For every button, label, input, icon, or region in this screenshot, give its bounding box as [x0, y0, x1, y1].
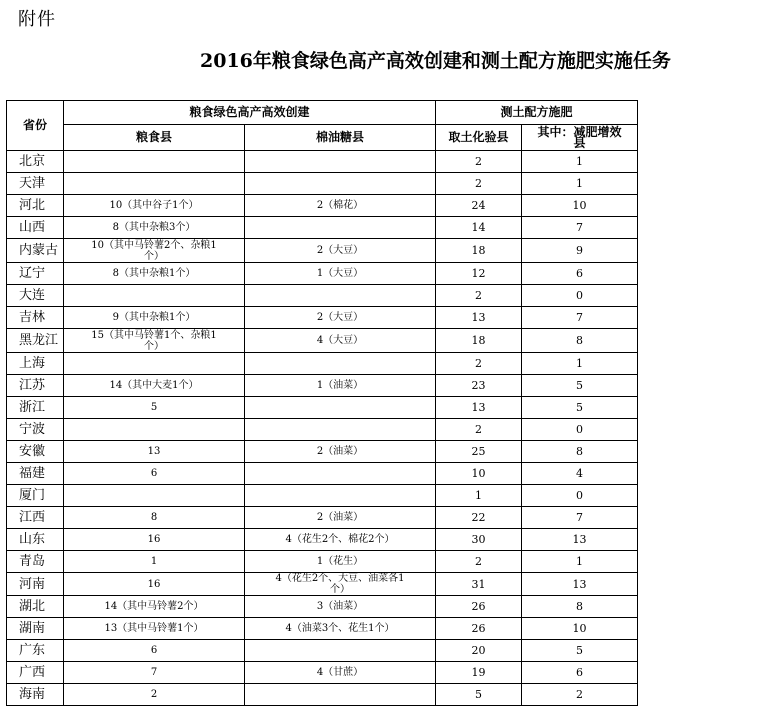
table-row: [7, 239, 638, 263]
province-cell: 安徽: [7, 441, 64, 463]
table-row: [7, 618, 638, 640]
grain-county-cell: 1: [64, 551, 245, 573]
grain-county-cell: 15（其中马铃薯1个、杂粮1个）: [64, 329, 245, 353]
soil-test-cell: 19: [436, 662, 522, 684]
grain-county-cell: [64, 173, 245, 195]
grain-county-cell: 6: [64, 463, 245, 485]
cotton-oil-sugar-cell: 1（花生）: [245, 551, 436, 573]
province-cell: 湖南: [7, 618, 64, 640]
cotton-oil-sugar-cell: [245, 353, 436, 375]
cotton-oil-sugar-cell: 1（油菜）: [245, 375, 436, 397]
province-cell: 广西: [7, 662, 64, 684]
grain-county-cell: 13（其中马铃薯1个）: [64, 618, 245, 640]
table-row: [7, 173, 638, 195]
province-cell: 浙江: [7, 397, 64, 419]
province-cell: 江苏: [7, 375, 64, 397]
province-cell: 海南: [7, 684, 64, 706]
header-soil-test-county: 取土化验县: [436, 125, 522, 151]
grain-county-cell: 14（其中马铃薯2个）: [64, 596, 245, 618]
fertilizer-reduction-cell: 9: [522, 239, 638, 263]
document-title: 2016年粮食绿色高产高效创建和测土配方施肥实施任务: [200, 50, 671, 72]
soil-test-cell: 12: [436, 263, 522, 285]
cotton-oil-sugar-cell: 2（油菜）: [245, 441, 436, 463]
cotton-oil-sugar-cell: 2（棉花）: [245, 195, 436, 217]
grain-county-cell: 5: [64, 397, 245, 419]
table-row: [7, 307, 638, 329]
table-body: [7, 151, 638, 706]
grain-county-cell: 16: [64, 573, 245, 596]
cotton-oil-sugar-cell: [245, 397, 436, 419]
table-row: [7, 217, 638, 239]
soil-test-cell: 2: [436, 419, 522, 441]
soil-test-cell: 2: [436, 151, 522, 173]
grain-county-cell: 14（其中大麦1个）: [64, 375, 245, 397]
grain-county-cell: 10（其中谷子1个）: [64, 195, 245, 217]
table-row: [7, 419, 638, 441]
table-row: [7, 573, 638, 596]
table-row: [7, 551, 638, 573]
soil-test-cell: 2: [436, 551, 522, 573]
province-cell: 广东: [7, 640, 64, 662]
table-row: [7, 640, 638, 662]
fertilizer-reduction-cell: 5: [522, 397, 638, 419]
cotton-oil-sugar-cell: [245, 485, 436, 507]
soil-test-cell: 13: [436, 397, 522, 419]
soil-test-cell: 18: [436, 239, 522, 263]
province-cell: 青岛: [7, 551, 64, 573]
table-row: [7, 485, 638, 507]
soil-test-cell: 18: [436, 329, 522, 353]
grain-county-cell: 8: [64, 507, 245, 529]
cotton-oil-sugar-cell: [245, 419, 436, 441]
task-table: [6, 100, 638, 706]
province-cell: 宁波: [7, 419, 64, 441]
table-row: [7, 596, 638, 618]
soil-test-cell: 24: [436, 195, 522, 217]
grain-county-cell: 13: [64, 441, 245, 463]
province-cell: 辽宁: [7, 263, 64, 285]
table-row: [7, 529, 638, 551]
cotton-oil-sugar-cell: 4（甘蔗）: [245, 662, 436, 684]
fertilizer-reduction-cell: 1: [522, 151, 638, 173]
cotton-oil-sugar-cell: 4（花生2个、棉花2个）: [245, 529, 436, 551]
soil-test-cell: 26: [436, 618, 522, 640]
cotton-oil-sugar-cell: [245, 285, 436, 307]
province-cell: 大连: [7, 285, 64, 307]
soil-test-cell: 25: [436, 441, 522, 463]
cotton-oil-sugar-cell: 1（大豆）: [245, 263, 436, 285]
table-row: [7, 662, 638, 684]
cotton-oil-sugar-cell: [245, 173, 436, 195]
fertilizer-reduction-cell: 10: [522, 618, 638, 640]
soil-test-cell: 5: [436, 684, 522, 706]
soil-test-cell: 23: [436, 375, 522, 397]
province-cell: 北京: [7, 151, 64, 173]
fertilizer-reduction-cell: 7: [522, 507, 638, 529]
header-fertilizer-reduction-county: 其中：减肥增效县: [522, 125, 638, 151]
table-row: [7, 375, 638, 397]
soil-test-cell: 10: [436, 463, 522, 485]
soil-test-cell: 22: [436, 507, 522, 529]
cotton-oil-sugar-cell: [245, 151, 436, 173]
soil-test-cell: 1: [436, 485, 522, 507]
fertilizer-reduction-cell: 0: [522, 285, 638, 307]
soil-test-cell: 30: [436, 529, 522, 551]
soil-test-cell: 2: [436, 173, 522, 195]
header-cotton-oil-sugar-county: 棉油糖县: [245, 125, 436, 151]
table-row: [7, 397, 638, 419]
fertilizer-reduction-cell: 5: [522, 640, 638, 662]
header-green-high-yield: 粮食绿色高产高效创建: [64, 101, 436, 125]
cotton-oil-sugar-cell: 4（大豆）: [245, 329, 436, 353]
province-cell: 山东: [7, 529, 64, 551]
header-grain-county: 粮食县: [64, 125, 245, 151]
fertilizer-reduction-cell: 8: [522, 441, 638, 463]
fertilizer-reduction-cell: 8: [522, 329, 638, 353]
header-soil-testing: 测土配方施肥: [436, 101, 638, 125]
soil-test-cell: 2: [436, 353, 522, 375]
fertilizer-reduction-cell: 4: [522, 463, 638, 485]
province-cell: 内蒙古: [7, 239, 64, 263]
fertilizer-reduction-cell: 7: [522, 217, 638, 239]
cotton-oil-sugar-cell: 4（花生2个、大豆、油菜各1个）: [245, 573, 436, 596]
grain-county-cell: 2: [64, 684, 245, 706]
fertilizer-reduction-cell: 1: [522, 173, 638, 195]
province-cell: 厦门: [7, 485, 64, 507]
soil-test-cell: 14: [436, 217, 522, 239]
cotton-oil-sugar-cell: 4（油菜3个、花生1个）: [245, 618, 436, 640]
cotton-oil-sugar-cell: 2（大豆）: [245, 239, 436, 263]
grain-county-cell: [64, 419, 245, 441]
table-row: [7, 195, 638, 217]
fertilizer-reduction-cell: 10: [522, 195, 638, 217]
grain-county-cell: [64, 285, 245, 307]
grain-county-cell: 8（其中杂粮1个）: [64, 263, 245, 285]
province-cell: 河北: [7, 195, 64, 217]
fertilizer-reduction-cell: 13: [522, 529, 638, 551]
fertilizer-reduction-cell: 2: [522, 684, 638, 706]
fertilizer-reduction-cell: 0: [522, 419, 638, 441]
soil-test-cell: 20: [436, 640, 522, 662]
cotton-oil-sugar-cell: 3（油菜）: [245, 596, 436, 618]
grain-county-cell: 16: [64, 529, 245, 551]
grain-county-cell: 6: [64, 640, 245, 662]
grain-county-cell: [64, 353, 245, 375]
fertilizer-reduction-cell: 1: [522, 551, 638, 573]
province-cell: 山西: [7, 217, 64, 239]
table-row: [7, 285, 638, 307]
fertilizer-reduction-cell: 1: [522, 353, 638, 375]
province-cell: 上海: [7, 353, 64, 375]
grain-county-cell: 8（其中杂粮3个）: [64, 217, 245, 239]
table-row: [7, 441, 638, 463]
soil-test-cell: 13: [436, 307, 522, 329]
table-row: [7, 507, 638, 529]
province-cell: 黑龙江: [7, 329, 64, 353]
province-cell: 江西: [7, 507, 64, 529]
table-row: [7, 263, 638, 285]
fertilizer-reduction-cell: 8: [522, 596, 638, 618]
province-cell: 福建: [7, 463, 64, 485]
attachment-label: 附件: [18, 9, 56, 30]
cotton-oil-sugar-cell: [245, 640, 436, 662]
cotton-oil-sugar-cell: 2（大豆）: [245, 307, 436, 329]
fertilizer-reduction-cell: 13: [522, 573, 638, 596]
grain-county-cell: 9（其中杂粮1个）: [64, 307, 245, 329]
table-row: [7, 684, 638, 706]
province-cell: 吉林: [7, 307, 64, 329]
cotton-oil-sugar-cell: 2（油菜）: [245, 507, 436, 529]
cotton-oil-sugar-cell: [245, 463, 436, 485]
province-cell: 湖北: [7, 596, 64, 618]
table-row: [7, 151, 638, 173]
fertilizer-reduction-cell: 6: [522, 662, 638, 684]
table-row: [7, 353, 638, 375]
fertilizer-reduction-cell: 7: [522, 307, 638, 329]
table-row: [7, 463, 638, 485]
table-row: [7, 329, 638, 353]
soil-test-cell: 2: [436, 285, 522, 307]
cotton-oil-sugar-cell: [245, 684, 436, 706]
fertilizer-reduction-cell: 0: [522, 485, 638, 507]
fertilizer-reduction-cell: 5: [522, 375, 638, 397]
fertilizer-reduction-cell: 6: [522, 263, 638, 285]
header-province: 省份: [7, 101, 64, 151]
grain-county-cell: 7: [64, 662, 245, 684]
soil-test-cell: 31: [436, 573, 522, 596]
grain-county-cell: [64, 151, 245, 173]
soil-test-cell: 26: [436, 596, 522, 618]
province-cell: 河南: [7, 573, 64, 596]
province-cell: 天津: [7, 173, 64, 195]
grain-county-cell: 10（其中马铃薯2个、杂粮1个）: [64, 239, 245, 263]
grain-county-cell: [64, 485, 245, 507]
cotton-oil-sugar-cell: [245, 217, 436, 239]
